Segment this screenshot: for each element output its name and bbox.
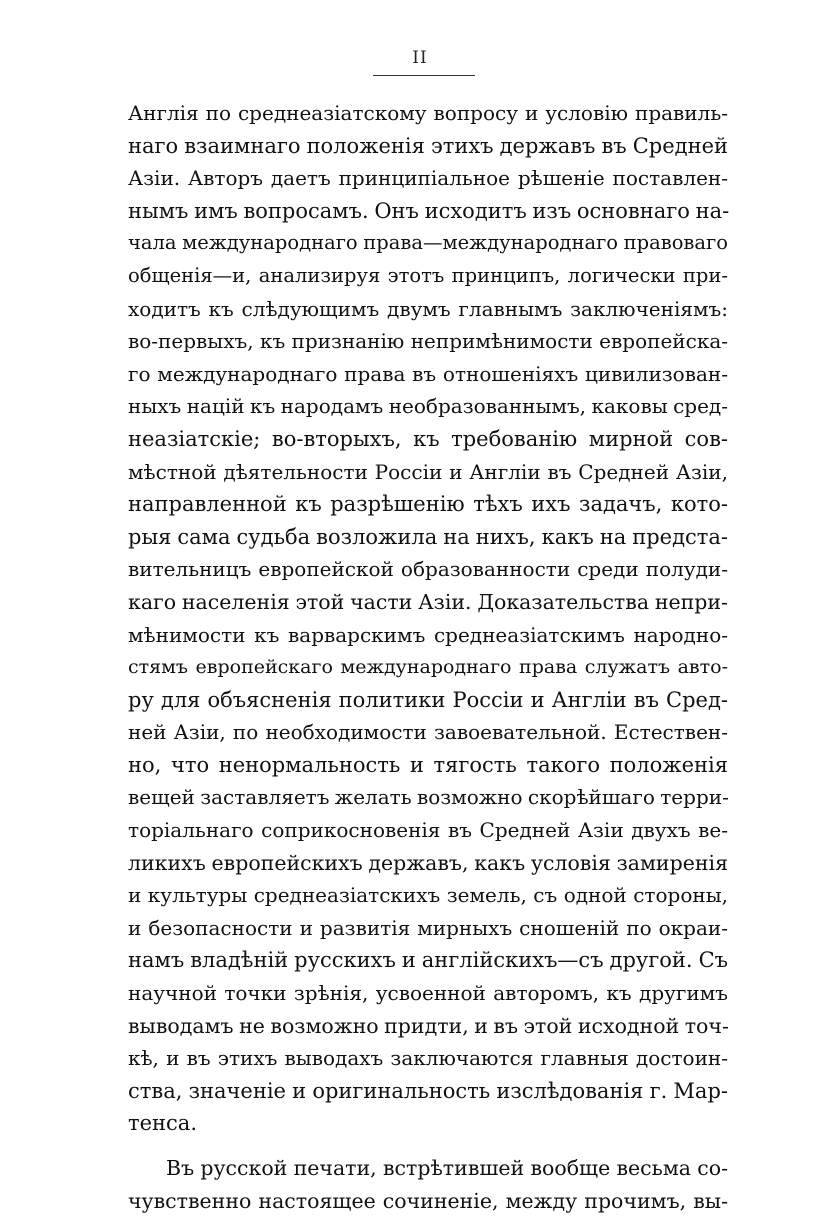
text-line: мѣнимости къ варварскимъ среднеазіатскимъ народно- [128,622,728,647]
header-rule [373,75,475,76]
text-line: намъ владѣній русскихъ и англійскихъ—съ другой. Съ [128,948,728,973]
text-line: ней Азіи, по необходимости завоевательной. Естествен- [128,720,728,745]
text-line: чала международнаго права—международнаго правоваго [128,231,728,255]
text-line: каго населенія этой части Азіи. Доказательства непри- [128,589,728,614]
text-line: наго взаимнаго положенія этихъ державъ въ Средней [128,133,728,158]
text-line: тенса. [128,1111,197,1136]
text-line: торіальнаго соприкосновенія въ Средней Азіи двухъ ве- [128,818,728,843]
text-line: неазіатскіе; во-вторыхъ, къ требованію мирной сов- [128,426,728,451]
text-line: направленной къ разрѣшенію тѣхъ ихъ задачъ, кото- [128,492,728,517]
text-line: Англія по среднеазіатскому вопросу и условію правиль- [128,101,728,125]
text-line: нымъ имъ вопросамъ. Онъ исходитъ изъ основнаго на- [128,198,730,223]
text-line: и культуры среднеазіатскихъ земель, съ одной стороны, [128,883,728,908]
paragraph-2 [128,1152,728,1217]
text-line: вительницъ европейской образованности среди полуди- [128,557,728,582]
text-line: рыя сама судьба возложила на нихъ, какъ на предста- [128,524,728,549]
text-line: Азіи. Авторъ даетъ принципіальное рѣшеніе поставлен- [128,166,728,191]
text-line: общенія—и, анализируя этотъ принципъ, логически при- [128,263,728,287]
text-line: Въ русской печати, встрѣтившей вообще весьма со- [166,1156,728,1180]
text-line: вещей заставляетъ желать возможно скорѣйшаго терри- [128,785,729,810]
text-line: мѣстной дѣятельности Россіи и Англіи въ Средней Азіи, [128,459,728,484]
text-line: выводамъ не возможно придти, и въ этой исходной точ- [128,1013,729,1038]
text-line: кѣ, и въ этихъ выводахъ заключаются главныя достоин- [128,1046,728,1071]
text-line: и безопасности и развитія мирныхъ сношеній по окраи- [128,915,728,940]
body-text [128,97,728,1217]
text-line: го международнаго права въ отношеніяхъ цивилизован- [128,361,728,386]
text-line: ства, значеніе и оригинальность изслѣдованія г. Мар- [128,1078,728,1103]
paragraph-gap [128,1140,728,1152]
text-line: чувственно настоящее сочиненіе, между прочимъ, вы- [128,1188,728,1213]
paragraph-1 [128,97,728,1140]
text-line: ру для объясненія политики Россіи и Англіи въ Сред- [128,687,728,712]
text-line: научной точки зрѣнія, усвоенной авторомъ, къ другимъ [128,981,728,1006]
text-line: ходитъ къ слѣдующимъ двумъ главнымъ заключеніямъ: [128,296,728,321]
text-line: во-первыхъ, къ признанію непримѣнимости европейска- [128,329,728,354]
text-line: ликихъ европейскихъ державъ, какъ условія замиренія [128,850,728,875]
page-number: II [412,48,428,68]
text-line: стямъ европейскаго международнаго права служатъ авто- [128,656,728,679]
text-line: ныхъ націй къ народамъ необразованнымъ, каковы сред- [128,394,728,419]
text-line: но, что ненормальность и тягость такого положенія [128,752,728,777]
